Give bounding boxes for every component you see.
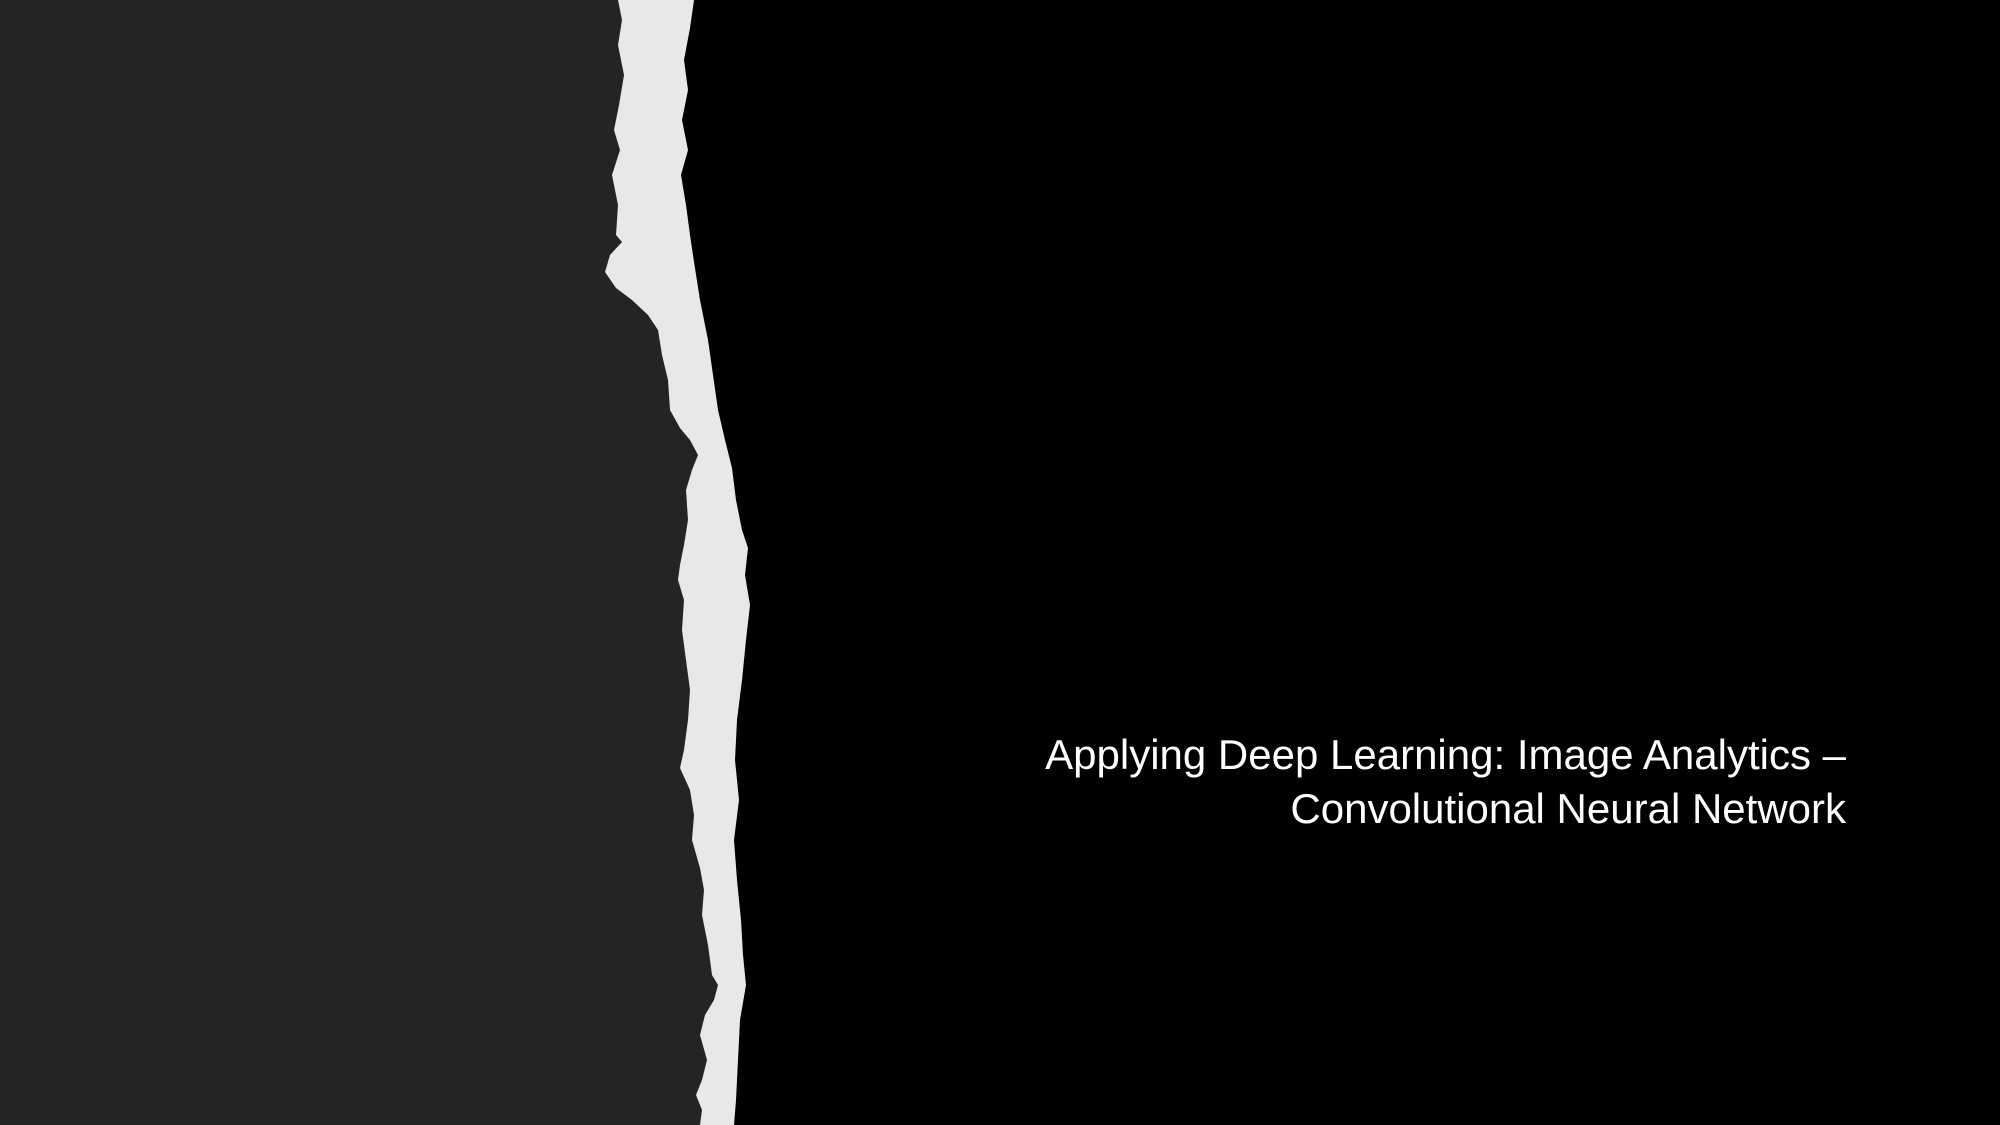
slide-title-line-1: Applying Deep Learning: Image Analytics –: [1045, 731, 1846, 778]
dark-left-panel: [0, 0, 718, 1125]
slide-title: [940, 728, 1846, 836]
slide-title-line-2: Convolutional Neural Network: [1290, 785, 1846, 832]
